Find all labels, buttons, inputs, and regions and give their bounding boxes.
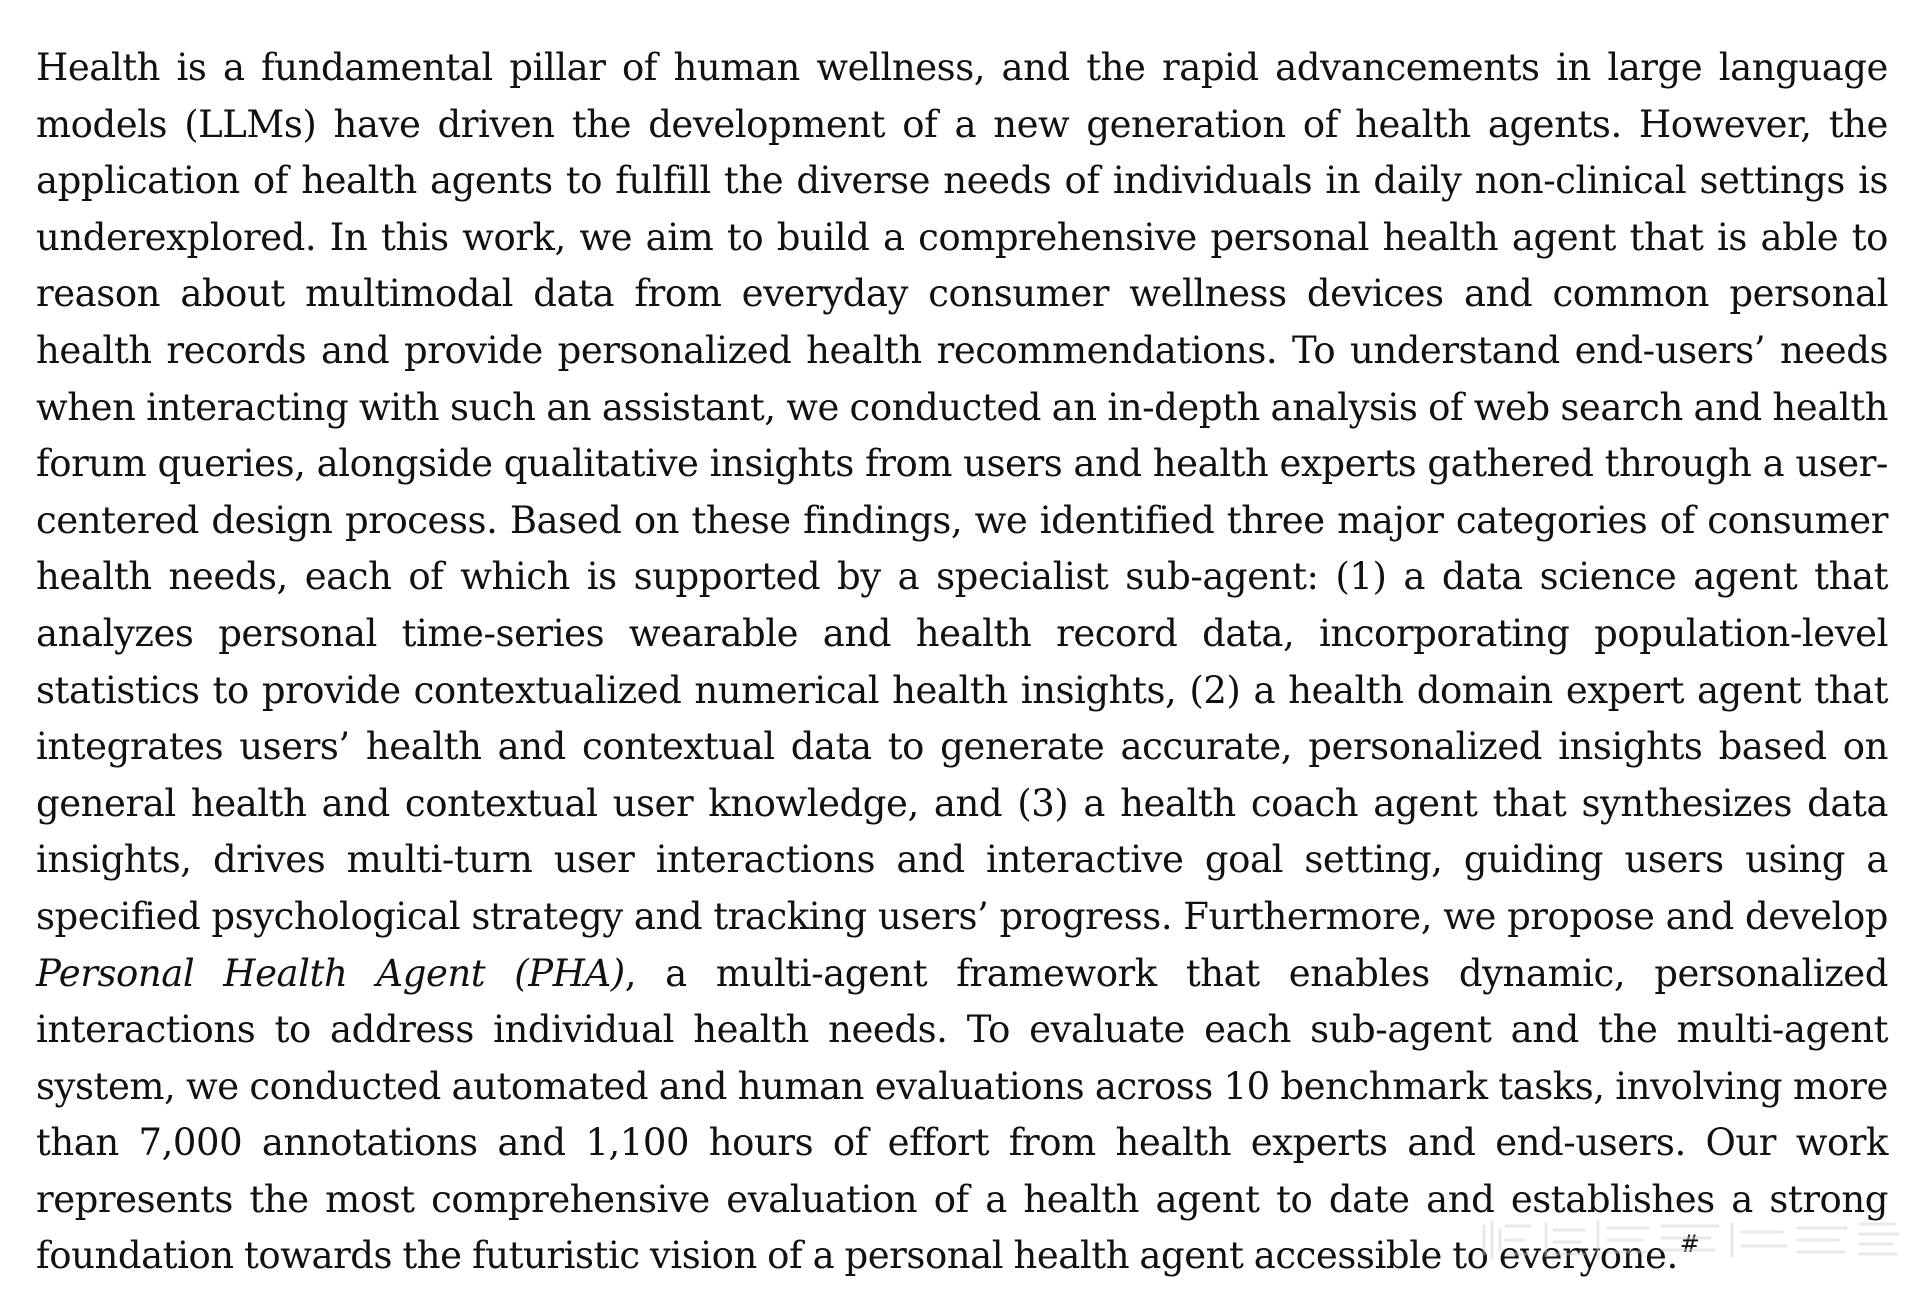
abstract-text-part1: Health is a fundamental pillar of human wellness, and the rapid advancements in large language models (LLMs) have driven the development of a new generation of health agents. However, the application of health agents to fulfill the diverse needs of individuals in daily non-clinical settings is underexplored. In this work, we aim to build a comprehensive personal health agent that is able to reason about multimodal data from everyday consumer wellness devices and common personal health records and provide personalized health recommendations. To understand end-users’ needs when interacting with such an assistant, we conducted an in-depth analysis of web search and health forum queries, alongside qualitative insights from users and health experts gathered through a user-centered design process. Based on these findings, we identified three major categories of consumer health needs, each of which is supported by a specialist sub-agent: (1) a data science agent that analyzes personal time-series wearable and health record data, incorporating population-level statistics to provide contextualized numerical health insights, (2) a health domain expert agent that integrates users’ health and contextual data to generate accurate, personalized insights based on general health and contextual user knowledge, and (3) a health coach agent that synthesizes data insights, drives multi-turn user interactions and interactive goal setting, guiding users using a specified psychological strategy and tracking users’ progress. Furthermore, we propose and develop (36, 46, 1888, 938)
system-name-emphasis: Personal Health Agent (PHA) (36, 951, 625, 995)
paper-page (36, 40, 1888, 1285)
footnote-marker: # (1679, 1230, 1700, 1259)
watermark-logo-icon (1476, 1212, 1906, 1268)
abstract-paragraph (36, 40, 1888, 1285)
abstract-text-part2: , a multi-agent framework that enables dynamic, personalized interactions to address individual health needs. To evaluate each sub-agent and the multi-agent system, we conducted automated and human evaluations across 10 benchmark tasks, involving more than 7,000 annotations and 1,100 hours of effort from health experts and end-users. Our work represents the most comprehensive evaluation of a health agent to date and establishes a strong foundation towards the futuristic vision of a personal health agent accessible to everyone. (36, 951, 1888, 1278)
